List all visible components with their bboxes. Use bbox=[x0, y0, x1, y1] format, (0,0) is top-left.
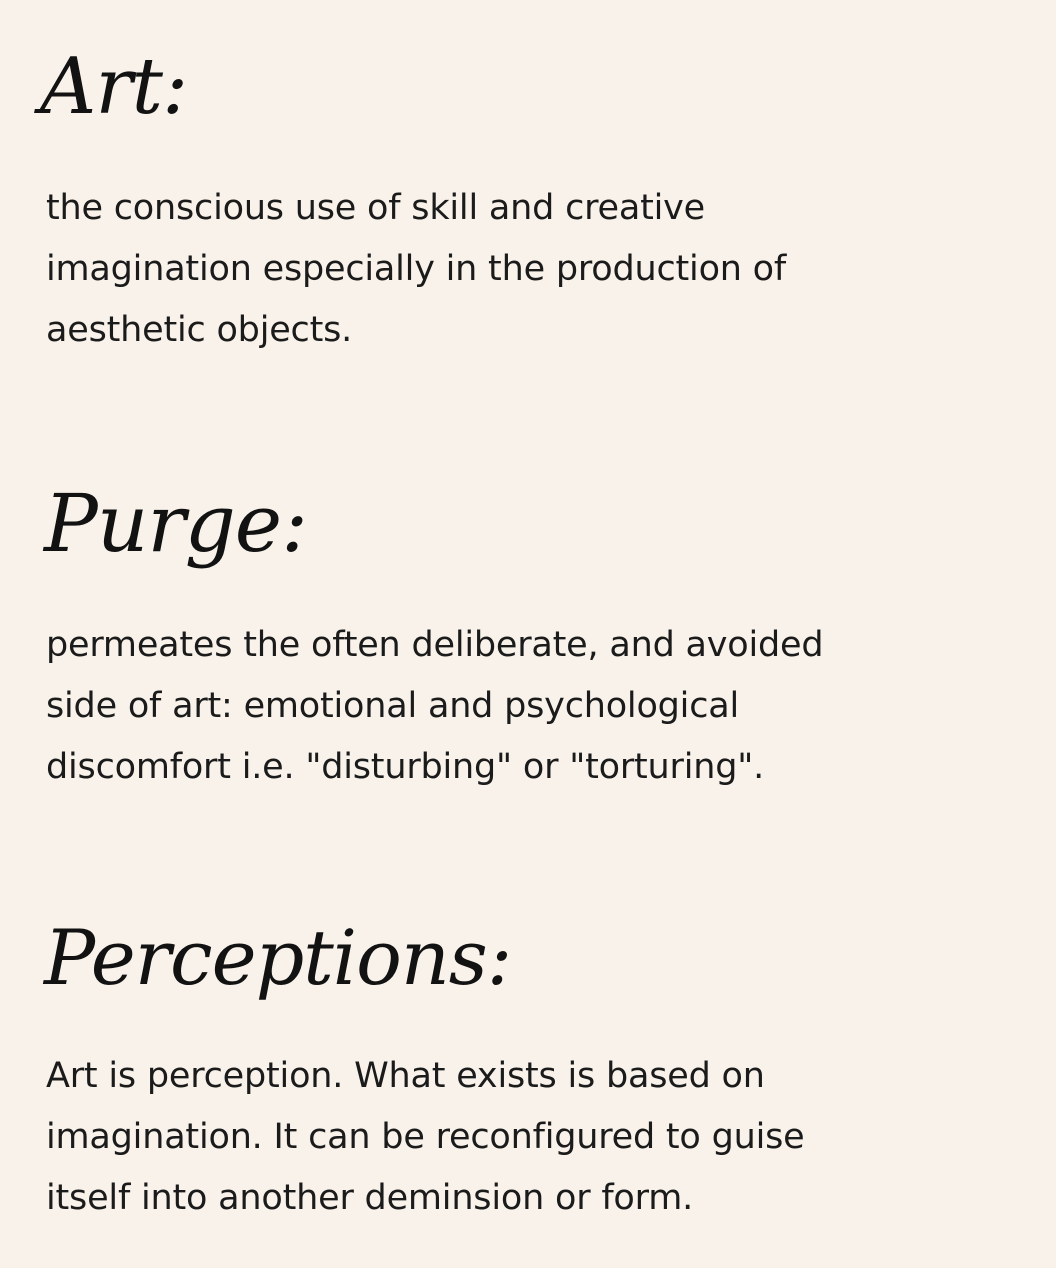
definition-section-purge bbox=[0, 400, 1056, 830]
term-heading-perceptions: Perceptions: bbox=[44, 913, 512, 1002]
definition-line: the conscious use of skill and creative bbox=[46, 188, 706, 228]
definition-line: Art is perception. What exists is based on bbox=[46, 1056, 765, 1096]
definition-line: permeates the often deliberate, and avoided bbox=[46, 625, 824, 665]
term-heading-art: Art: bbox=[40, 42, 188, 132]
definition-line: side of art: emotional and psychological bbox=[46, 686, 740, 726]
definition-section-perceptions bbox=[0, 830, 1056, 1268]
definition-text-art bbox=[46, 178, 966, 361]
definition-line: itself into another deminsion or form. bbox=[46, 1178, 694, 1218]
definition-section-art bbox=[0, 0, 1056, 400]
definition-text-purge bbox=[46, 615, 966, 798]
definition-text-perceptions bbox=[46, 1046, 966, 1229]
definition-line: imagination especially in the production of bbox=[46, 249, 787, 289]
definition-line: imagination. It can be reconfigured to guise bbox=[46, 1117, 805, 1157]
term-heading-purge: Purge: bbox=[44, 477, 308, 570]
definition-line: aesthetic objects. bbox=[46, 310, 353, 350]
definition-line: discomfort i.e. "disturbing" or "torturing". bbox=[46, 747, 765, 787]
